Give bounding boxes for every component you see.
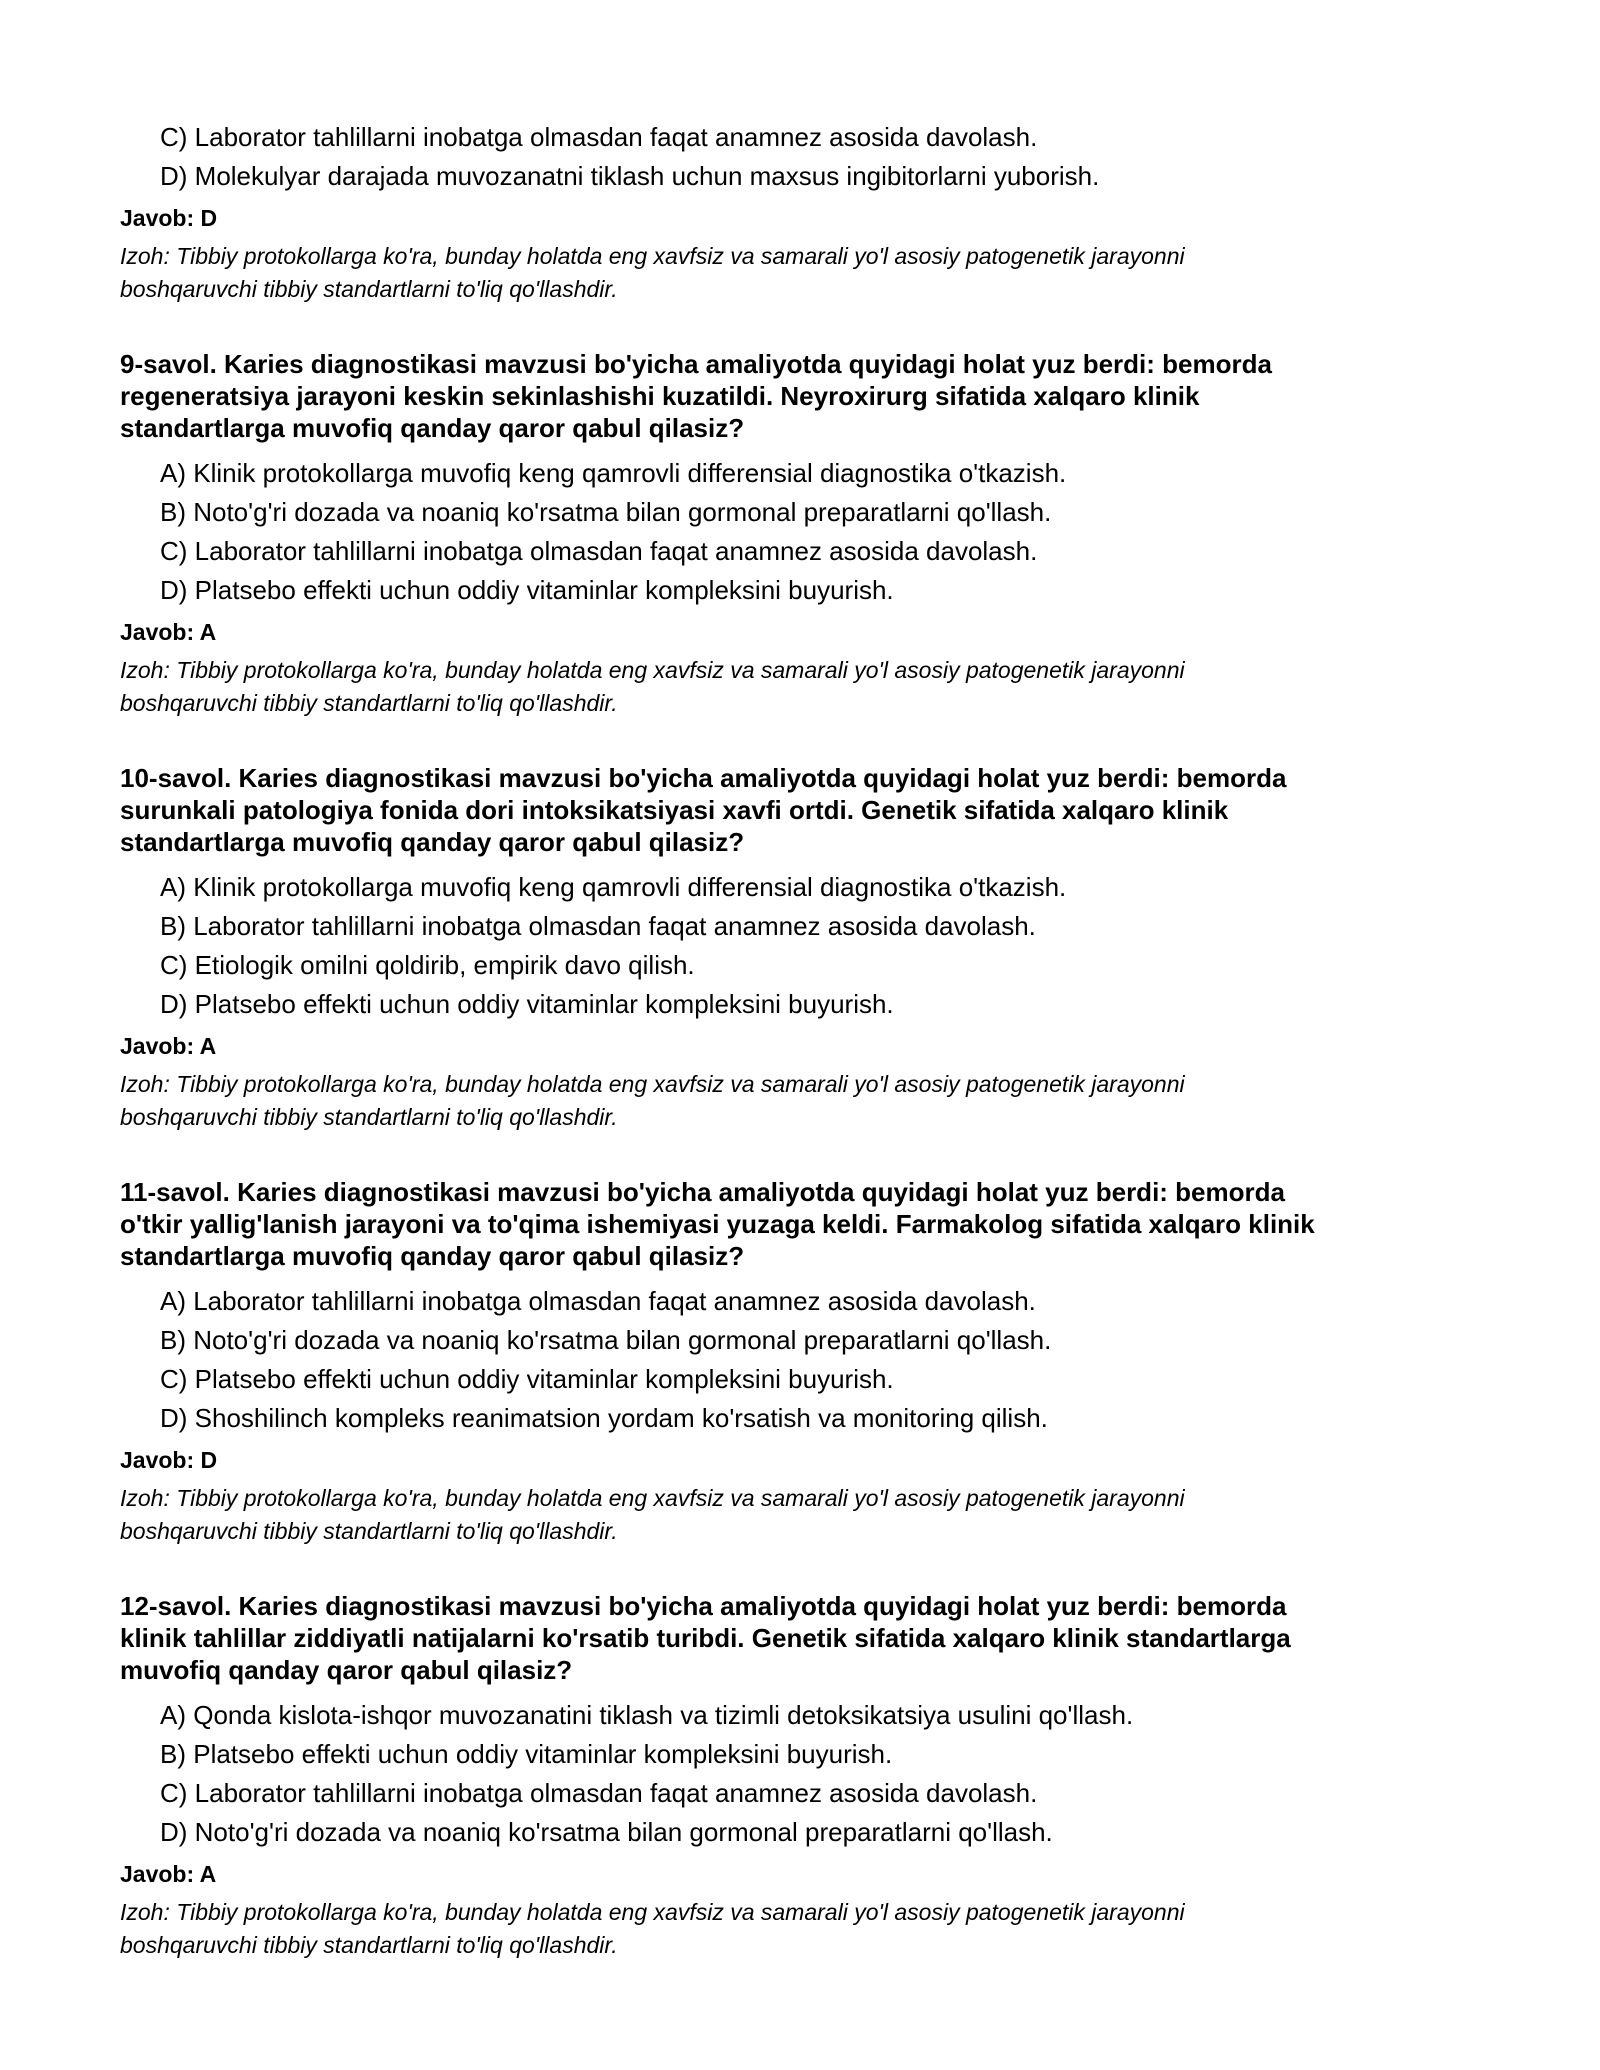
answer-label: Javob: A xyxy=(120,1861,217,1887)
option-d: D) Noto'g'ri dozada va noaniq ko'rsatma bilan gormonal preparatlarni qo'llash. xyxy=(160,1817,1053,1847)
option-d: D) Platsebo effekti uchun oddiy vitaminlar kompleksini buyurish. xyxy=(160,989,894,1019)
option-b: B) Laborator tahlillarni inobatga olmasdan faqat anamnez asosida davolash. xyxy=(160,911,1036,941)
option-c: C) Platsebo effekti uchun oddiy vitaminlar kompleksini buyurish. xyxy=(160,1364,894,1394)
explanation-line-1: Izoh: Tibbiy protokollarga ko'ra, bunday holatda eng xavfsiz va samarali yo'l asosiy patogenetik jarayonni xyxy=(120,1485,1185,1511)
option-d: D) Molekulyar darajada muvozanatni tiklash uchun maxsus ingibitorlarni yuborish. xyxy=(160,161,1100,191)
explanation-note xyxy=(120,654,1480,720)
explanation-note xyxy=(120,1896,1480,1962)
question-text-line: standartlarga muvofiq qanday qaror qabul qilasiz? xyxy=(120,827,745,857)
question-9 xyxy=(120,348,1480,720)
question-text-line: muvofiq qanday qaror qabul qilasiz? xyxy=(120,1655,573,1685)
option-a: A) Laborator tahlillarni inobatga olmasdan faqat anamnez asosida davolash. xyxy=(160,1286,1036,1316)
question-text-line: o'tkir yallig'lanish jarayoni va to'qima ishemiyasi yuzaga keldi. Farmakolog sifatida xalqaro klinik xyxy=(120,1209,1315,1239)
option-a: A) Klinik protokollarga muvofiq keng qamrovli differensial diagnostika o'tkazish. xyxy=(160,458,1067,488)
explanation-line-2: boshqaruvchi tibbiy standartlarni to'liq qo'llashdir. xyxy=(120,1518,618,1544)
question-text-line: klinik tahlillar ziddiyatli natijalarni ko'rsatib turibdi. Genetik sifatida xalqaro klinik standartlarga xyxy=(120,1623,1291,1653)
document-page xyxy=(120,118,1480,1962)
option-c: C) Etiologik omilni qoldirib, empirik davo qilish. xyxy=(160,950,695,980)
question-text-line: standartlarga muvofiq qanday qaror qabul qilasiz? xyxy=(120,1241,745,1271)
answer-label: Javob: D xyxy=(120,205,218,231)
explanation-line-2: boshqaruvchi tibbiy standartlarni to'liq qo'llashdir. xyxy=(120,1104,618,1130)
explanation-note xyxy=(120,1068,1480,1134)
explanation-line-1: Izoh: Tibbiy protokollarga ko'ra, bunday holatda eng xavfsiz va samarali yo'l asosiy patogenetik jarayonni xyxy=(120,657,1185,683)
question-8-continuation xyxy=(120,118,1480,306)
option-c: C) Laborator tahlillarni inobatga olmasdan faqat anamnez asosida davolash. xyxy=(160,536,1038,566)
option-a: A) Qonda kislota-ishqor muvozanatini tiklash va tizimli detoksikatsiya usulini qo'llash. xyxy=(160,1700,1134,1730)
question-text-line: 12-savol. Karies diagnostikasi mavzusi bo'yicha amaliyotda quyidagi holat yuz berdi: bemorda xyxy=(120,1591,1287,1621)
explanation-line-2: boshqaruvchi tibbiy standartlarni to'liq qo'llashdir. xyxy=(120,1932,618,1958)
answer-label: Javob: A xyxy=(120,1033,217,1059)
option-a: A) Klinik protokollarga muvofiq keng qamrovli differensial diagnostika o'tkazish. xyxy=(160,872,1067,902)
question-text xyxy=(120,1176,1480,1272)
question-text xyxy=(120,762,1480,858)
explanation-line-1: Izoh: Tibbiy protokollarga ko'ra, bunday holatda eng xavfsiz va samarali yo'l asosiy patogenetik jarayonni xyxy=(120,243,1185,269)
option-c: C) Laborator tahlillarni inobatga olmasdan faqat anamnez asosida davolash. xyxy=(160,1778,1038,1808)
answer-label: Javob: A xyxy=(120,619,217,645)
question-text-line: 10-savol. Karies diagnostikasi mavzusi bo'yicha amaliyotda quyidagi holat yuz berdi: bemorda xyxy=(120,763,1287,793)
question-text xyxy=(120,348,1480,444)
option-b: B) Platsebo effekti uchun oddiy vitaminlar kompleksini buyurish. xyxy=(160,1739,893,1769)
explanation-note xyxy=(120,1482,1480,1548)
question-text-line: 9-savol. Karies diagnostikasi mavzusi bo'yicha amaliyotda quyidagi holat yuz berdi: bemorda xyxy=(120,349,1272,379)
option-b: B) Noto'g'ri dozada va noaniq ko'rsatma bilan gormonal preparatlarni qo'llash. xyxy=(160,1325,1052,1355)
explanation-note xyxy=(120,240,1480,306)
question-text xyxy=(120,1590,1480,1686)
option-b: B) Noto'g'ri dozada va noaniq ko'rsatma bilan gormonal preparatlarni qo'llash. xyxy=(160,497,1052,527)
question-text-line: surunkali patologiya fonida dori intoksikatsiyasi xavfi ortdi. Genetik sifatida xalqaro klinik xyxy=(120,795,1229,825)
answer-label: Javob: D xyxy=(120,1447,218,1473)
explanation-line-1: Izoh: Tibbiy protokollarga ko'ra, bunday holatda eng xavfsiz va samarali yo'l asosiy patogenetik jarayonni xyxy=(120,1071,1185,1097)
option-c: C) Laborator tahlillarni inobatga olmasdan faqat anamnez asosida davolash. xyxy=(160,122,1038,152)
question-12 xyxy=(120,1590,1480,1962)
explanation-line-1: Izoh: Tibbiy protokollarga ko'ra, bunday holatda eng xavfsiz va samarali yo'l asosiy patogenetik jarayonni xyxy=(120,1899,1185,1925)
question-text-line: regeneratsiya jarayoni keskin sekinlashishi kuzatildi. Neyroxirurg sifatida xalqaro klinik xyxy=(120,381,1200,411)
option-d: D) Platsebo effekti uchun oddiy vitaminlar kompleksini buyurish. xyxy=(160,575,894,605)
question-text-line: standartlarga muvofiq qanday qaror qabul qilasiz? xyxy=(120,413,745,443)
explanation-line-2: boshqaruvchi tibbiy standartlarni to'liq qo'llashdir. xyxy=(120,690,618,716)
question-11 xyxy=(120,1176,1480,1548)
explanation-line-2: boshqaruvchi tibbiy standartlarni to'liq qo'llashdir. xyxy=(120,276,618,302)
question-10 xyxy=(120,762,1480,1134)
option-d: D) Shoshilinch kompleks reanimatsion yordam ko'rsatish va monitoring qilish. xyxy=(160,1403,1048,1433)
question-text-line: 11-savol. Karies diagnostikasi mavzusi bo'yicha amaliyotda quyidagi holat yuz berdi: bemorda xyxy=(120,1177,1285,1207)
